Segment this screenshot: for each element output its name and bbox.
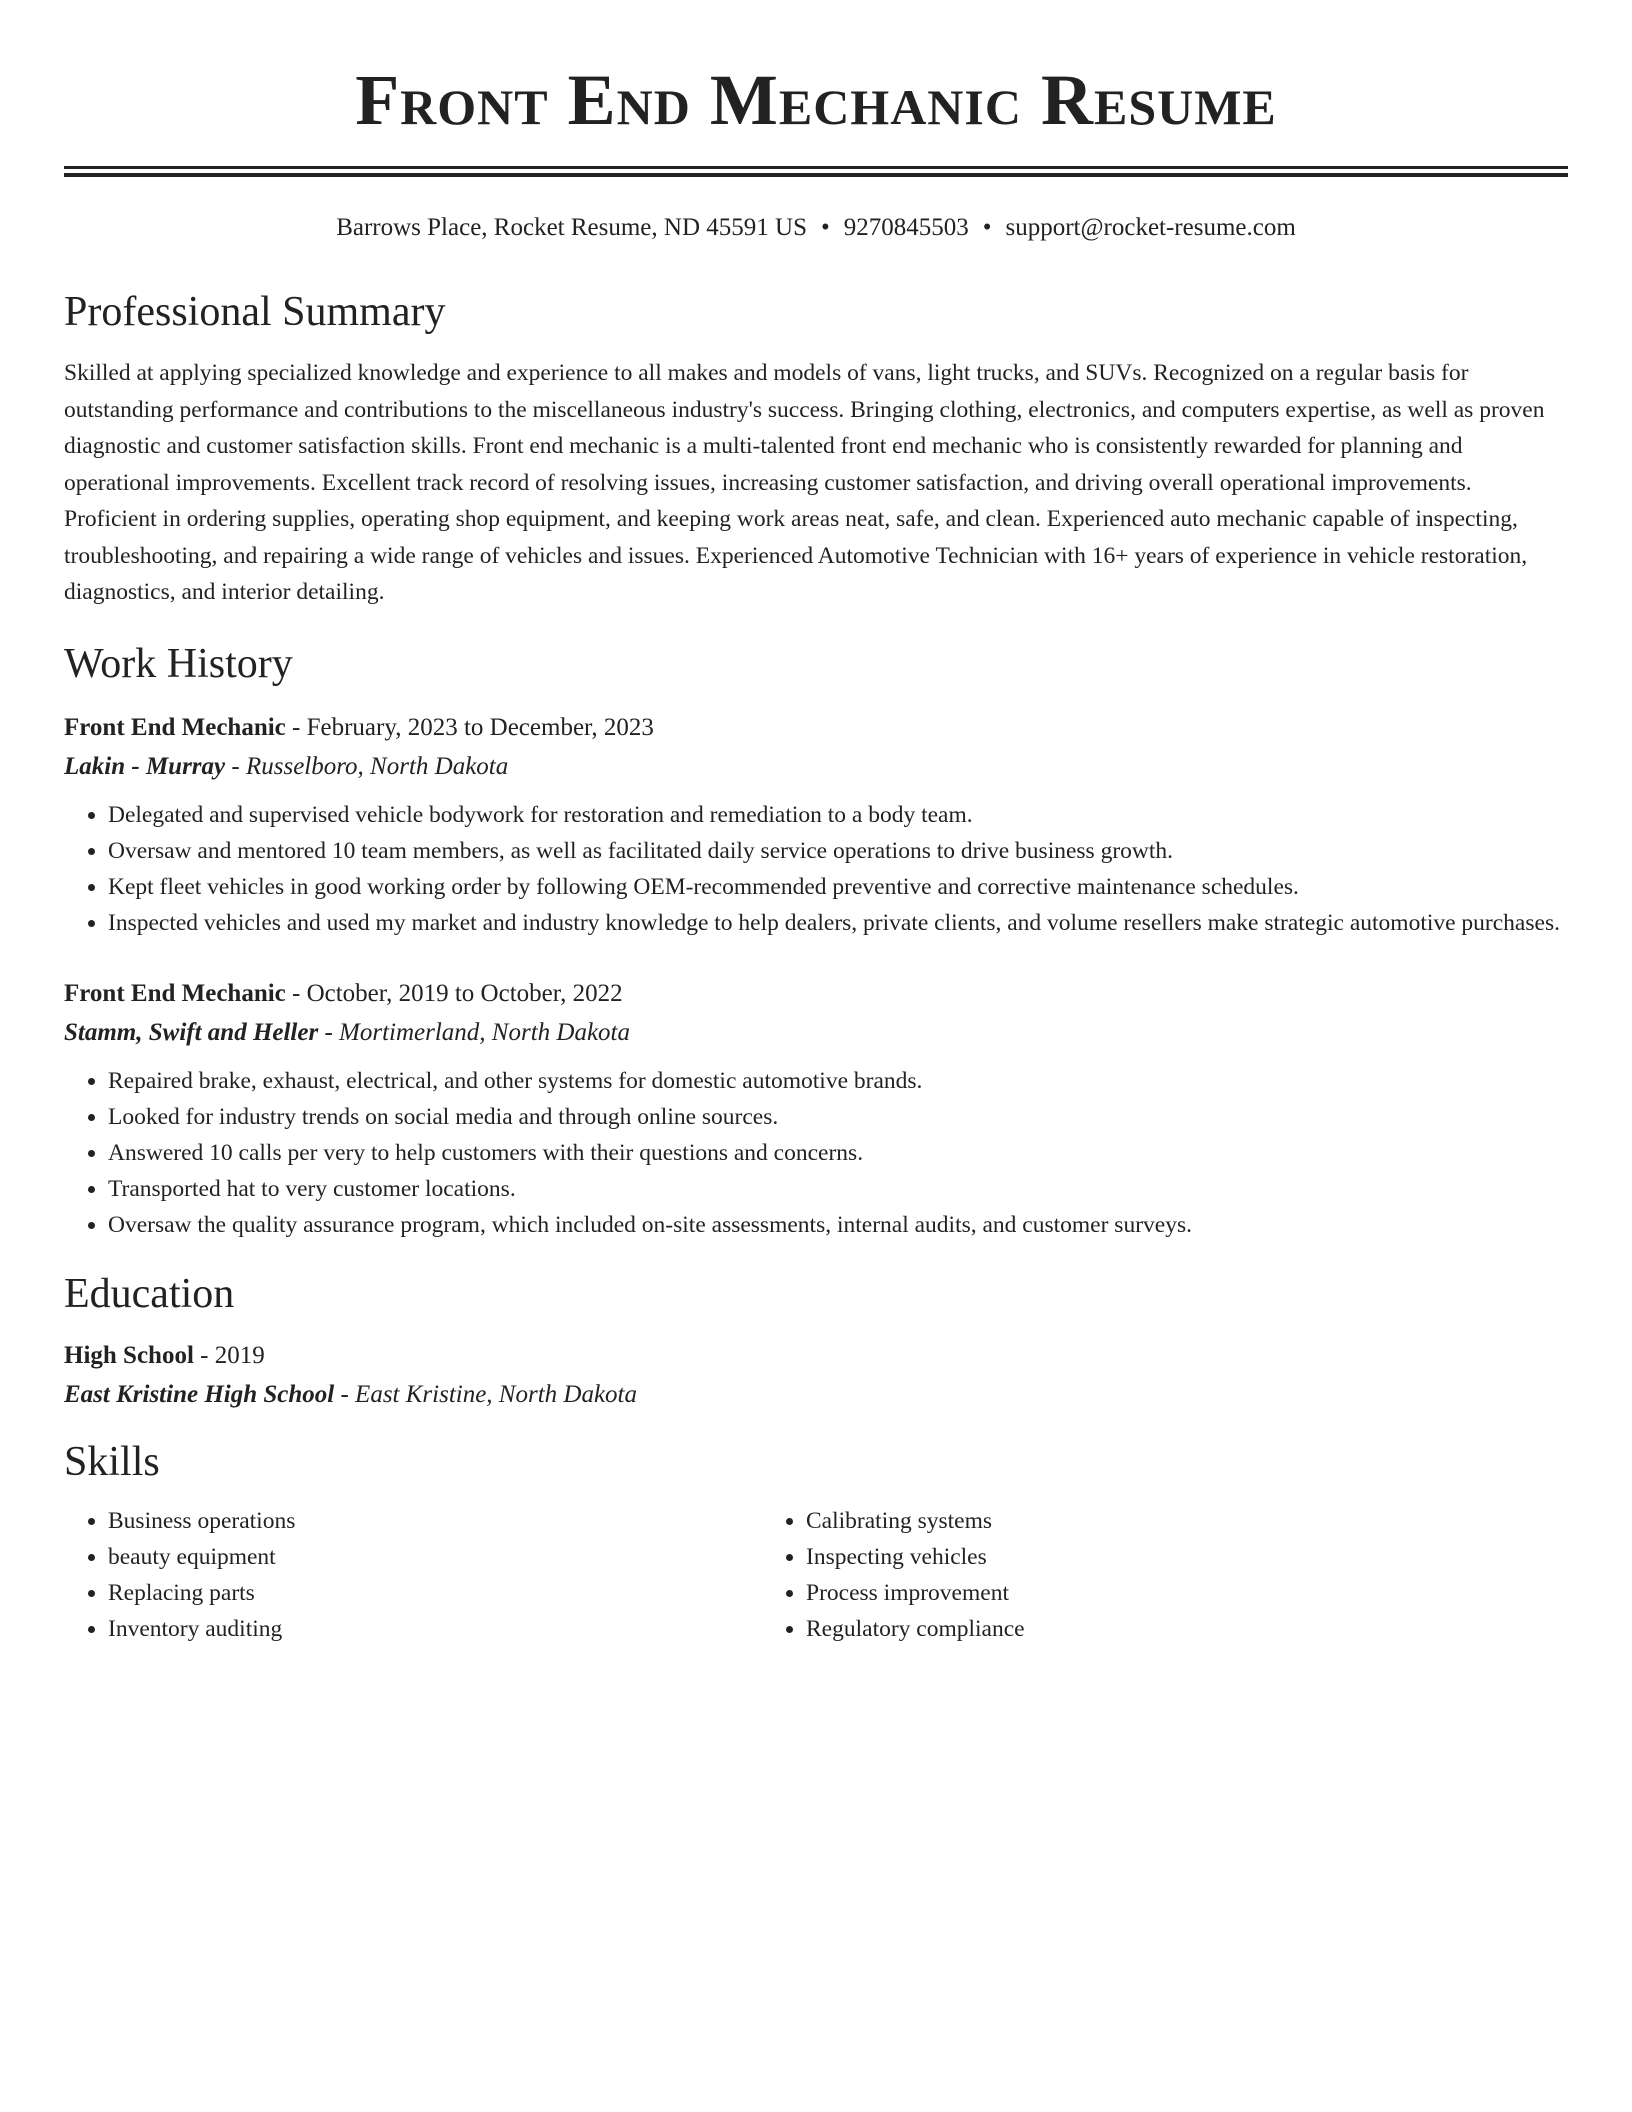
job-title: Front End Mechanic [64,979,286,1007]
list-item: • Answered 10 calls per very to help customers with their questions and concerns. [108,1135,1568,1171]
job-bullets [64,1063,1568,1243]
graduation-year: - 2019 [193,1341,265,1369]
contact-line [64,211,1568,245]
skill-item: • Replacing parts [108,1575,762,1611]
school-line [64,1375,1568,1415]
summary-paragraph: Skilled at applying specialized knowledge and experience to all makes and models of vans, light trucks, and SUVs. Recognized on a regular basis for outstanding performance and contributions to the miscellaneous industry's success. Bringing clothing, electronics, and computers expertise, as well as proven diagnostic and customer satisfaction skills. Front end mechanic is a multi-talented front end mechanic who is consistently rewarded for planning and operational improvements. Excellent track record of resolving issues, increasing customer satisfaction, and driving overall operational improvements. Proficient in ordering supplies, operating shop equipment, and keeping work areas neat, safe, and clean. Experienced auto mechanic capable of inspecting, troubleshooting, and repairing a wide range of vehicles and issues. Experienced Automotive Technician with 16+ years of experience in vehicle restoration, diagnostics, and interior detailing. [64,360,1545,605]
school-location: - East Kristine, North Dakota [334,1380,638,1408]
school-name: East Kristine High School [64,1380,335,1408]
job-title-line [64,709,1568,747]
skill-item: • Process improvement [806,1575,1460,1611]
job-title-line [64,975,1568,1013]
degree-line [64,1337,1568,1375]
skill-item: • Calibrating systems [806,1503,1460,1539]
skills-column-left [64,1503,762,1647]
skill-item: • Inspecting vehicles [806,1539,1460,1575]
contact-address: Barrows Place, Rocket Resume, ND 45591 US [336,214,807,241]
job-title: Front End Mechanic [64,713,286,741]
skill-item: • Regulatory compliance [806,1611,1460,1647]
section-heading: Education [64,1270,235,1317]
list-item: • Kept fleet vehicles in good working order by following OEM-recommended preventive and corrective maintenance schedules. [108,869,1568,905]
education-section [64,1269,1568,1415]
resume-title: Front End Mechanic Resume [355,60,1277,140]
contact-phone: 9270845503 [843,214,969,241]
company-name: Lakin - Murray [64,752,226,780]
list-item: • Looked for industry trends on social media and through online sources. [108,1099,1568,1135]
job-entry [64,975,1568,1243]
job-bullets [64,797,1568,941]
list-item: • Oversaw the quality assurance program, which included on-site assessments, internal audits, and customer surveys. [108,1207,1568,1243]
job-dates: - February, 2023 to December, 2023 [285,713,654,741]
company-line [64,1013,1568,1053]
list-item: • Oversaw and mentored 10 team members, as well as facilitated daily service operations to drive business growth. [108,833,1568,869]
education-entry [64,1337,1568,1415]
company-location: - Russelboro, North Dakota [225,752,509,780]
work-history-section [64,639,1568,1243]
company-line [64,747,1568,787]
contact-separator: • [820,214,830,241]
contact-separator: • [982,214,992,241]
job-entry [64,709,1568,941]
company-name: Stamm, Swift and Heller [64,1018,319,1046]
title-divider [64,166,1568,177]
company-location: - Mortimerland, North Dakota [318,1018,630,1046]
contact-email: support@rocket-resume.com [1005,214,1296,241]
degree: High School [64,1341,194,1369]
skill-item: • beauty equipment [108,1539,762,1575]
skills-column-right [762,1503,1460,1647]
section-heading: Work History [64,640,293,687]
skills-grid [64,1503,1568,1647]
list-item: • Delegated and supervised vehicle bodywork for restoration and remediation to a body team. [108,797,1568,833]
section-heading: Professional Summary [64,289,446,335]
skill-item: • Business operations [108,1503,762,1539]
skill-item: • Inventory auditing [108,1611,762,1647]
skills-section [64,1437,1568,1647]
list-item: • Transported hat to very customer locations. [108,1171,1568,1207]
section-heading: Skills [64,1438,160,1485]
job-dates: - October, 2019 to October, 2022 [285,979,623,1007]
list-item: • Repaired brake, exhaust, electrical, and other systems for domestic automotive brands. [108,1063,1568,1099]
list-item: • Inspected vehicles and used my market and industry knowledge to help dealers, private clients, and volume resellers make strategic automotive purchases. [108,905,1568,941]
professional-summary-section [64,287,1568,611]
